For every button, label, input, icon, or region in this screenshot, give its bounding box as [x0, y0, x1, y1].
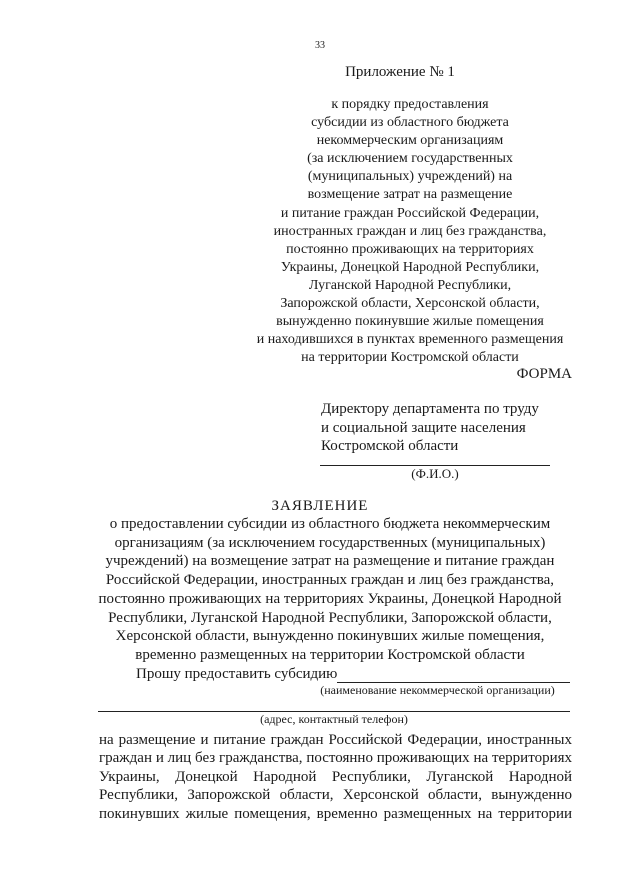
appendix-description-line: Украины, Донецкой Народной Республики, [280, 259, 540, 275]
statement-line: временно размещенных на территории Костромской области [135, 646, 525, 663]
addressee-line: и социальной защите населения [321, 419, 526, 436]
appendix-description-line: и питание граждан Российской Федерации, [280, 205, 540, 221]
page-number: 33 [315, 40, 325, 51]
appendix-description-line: иностранных граждан и лиц без гражданства, [273, 223, 547, 239]
statement-line: Республики, Луганской Народной Республики, Запорожской области, [108, 609, 552, 626]
address-phone-caption: (адрес, контактный телефон) [260, 712, 408, 726]
appendix-description-line: Луганской Народной Республики, [308, 277, 512, 293]
statement-line: о предоставлении субсидии из областного бюджета некоммерческим [109, 516, 551, 532]
request-label: Прошу предоставить субсидию [136, 666, 338, 682]
addressee-block [321, 400, 539, 456]
appendix-description-line: некоммерческим организациям [316, 133, 504, 149]
statement-line: организациям (за исключением государственных (муниципальных) [114, 534, 546, 551]
body-paragraph [99, 731, 572, 823]
statement-line: Российской Федерации, иностранных граждан и лиц без гражданства, [105, 572, 555, 589]
form-label: ФОРМА [516, 366, 572, 382]
appendix-description-line: на территории Костромской области [301, 350, 519, 366]
appendix-description-line: (муниципальных) учреждений) на [307, 169, 513, 185]
statement-line: постоянно проживающих на территориях Украины, Донецкой Народной [98, 590, 562, 607]
addressee-line: Костромской области [321, 438, 459, 454]
body-line: Республики, Запорожской области, Херсонской области, вынужденно [99, 787, 572, 804]
appendix-description-line: возмещение затрат на размещение [307, 187, 513, 203]
appendix-description [240, 96, 580, 367]
appendix-description-line: постоянно проживающих на территориях [286, 241, 534, 257]
organization-name-caption: (наименование некоммерческой организации) [320, 683, 555, 697]
body-line: на размещение и питание граждан Российской Федерации, иностранных [99, 732, 572, 748]
appendix-description-line: к порядку предоставления [331, 97, 489, 112]
appendix-title: Приложение № 1 [345, 64, 455, 80]
statement-title: ЗАЯВЛЕНИЕ [271, 498, 369, 514]
appendix-description-line: Запорожской области, Херсонской области, [280, 296, 540, 312]
appendix-description-line: субсидии из областного бюджета [311, 115, 509, 131]
body-line: покинувших жилые помещения, временно размещенных на территории [99, 805, 572, 822]
statement-subtitle [90, 515, 570, 665]
appendix-description-line: и находившихся в пунктах временного размещения [256, 332, 564, 348]
body-line: граждан и лиц без гражданства, постоянно проживающих на территориях [99, 750, 572, 767]
appendix-description-line: вынужденно покинувшие жилые помещения [276, 314, 544, 330]
fio-caption: (Ф.И.О.) [411, 466, 459, 481]
statement-line: Херсонской области, вынужденно покинувших жилые помещения, [115, 628, 545, 645]
appendix-description-line: (за исключением государственных [307, 151, 513, 167]
body-line: Украины, Донецкой Народной Республики, Луганской Народной [99, 768, 572, 785]
addressee-line: Директору департамента по труду [321, 401, 539, 417]
statement-line: учреждений) на возмещение затрат на размещение и питание граждан [105, 553, 555, 570]
